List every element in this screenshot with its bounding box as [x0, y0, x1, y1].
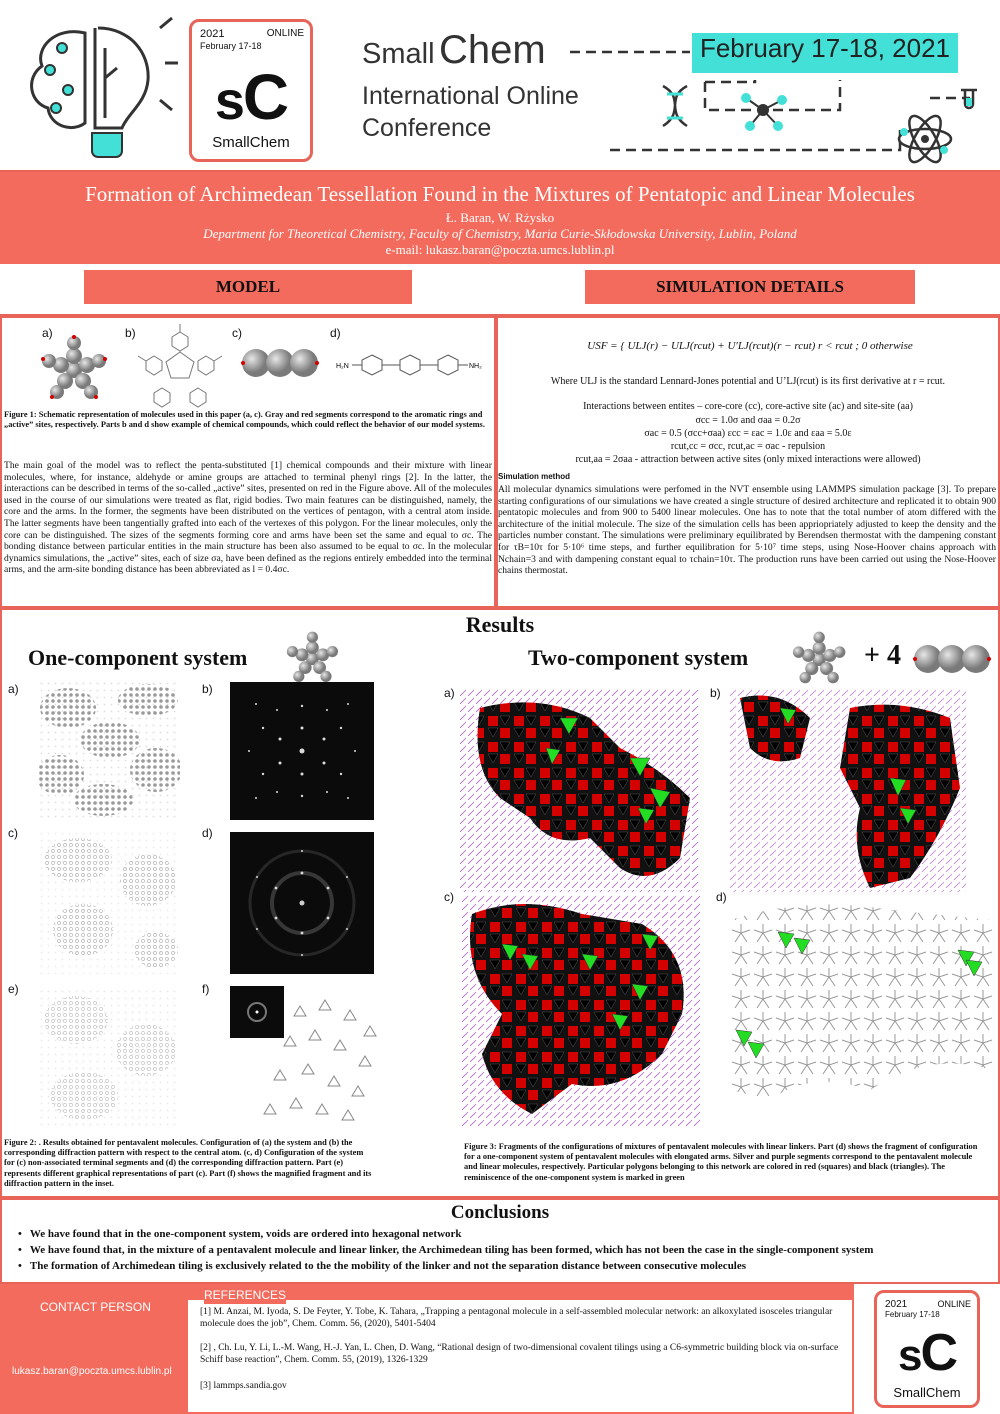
test-tube-icon: [955, 86, 985, 112]
reference-3: [3] lammps.sandia.gov: [200, 1381, 287, 1391]
model-label-c: c): [232, 326, 242, 340]
model-label-a: a): [42, 326, 53, 340]
one-label-d: d): [202, 826, 213, 840]
date-box: February 17-18, 2021: [692, 33, 958, 73]
conclusions-list: [18, 1228, 988, 1276]
two-label-c: c): [444, 890, 454, 904]
logo-year: 2021: [200, 28, 225, 40]
authors: Ł. Baran, W. Rżysko: [445, 210, 555, 225]
pentatopic-molecule-model: [36, 334, 112, 404]
dna-icon: [655, 82, 695, 130]
results-heading: Results: [465, 612, 535, 637]
footer: [0, 1284, 1000, 1414]
linear-compound-structure: [332, 350, 492, 380]
two-label-b: b): [710, 686, 721, 700]
one-component-title: One-component system: [28, 645, 248, 670]
molecule-icon: [738, 88, 788, 132]
conference-title: Small Chem: [362, 28, 546, 72]
logo-dates: February 17-18: [200, 41, 262, 51]
model-heading: MODEL: [84, 270, 412, 304]
usf-explanation: Where ULJ is the standard Lennard-Jones potential and U’LJ(rcut) is its first derivative at r = rcut.: [550, 376, 946, 387]
conference-line3: Conference: [362, 114, 492, 142]
model-label-b: b): [125, 326, 136, 340]
interactions-intro: Interactions between entites – core-core (cc), core-active site (ac) and site-site (aa): [583, 401, 913, 412]
pentatopic-icon-two: [788, 630, 852, 688]
usf-equation: USF = { ULJ(r) − ULJ(rcut) + U′LJ(rcut)(r − rcut) r < rcut ; 0 otherwise: [587, 340, 913, 352]
logo-sub: SmallChem: [212, 134, 290, 151]
atom-icon: [896, 110, 954, 168]
magnified-fragment-f: [230, 986, 390, 1128]
brain-bulb-icon: [10, 8, 180, 168]
model-body: The main goal of the model was to reflect the penta-substituted [1] chemical compounds and their mixture with linear molecules, where, for instance, aldehyde or amine groups are attached to terminal phenyl rings [2]. In the latter, the interactions can be described in terms of the so-called „active” sites, presented on red in the Figure above. All of the molecules used in the course of our simulations were treated as flat, rigid bodies. Two main features can be distinguished, namely, the core and the arms. In the former, the segments have been distributed on the vertices of pentagon, with a central atom inside. The latter segments have been tangentially grafted into each of the vertexes of this polygon. For the linear molecules, only the core can be distinguished. The sizes of the segments forming core and arms have been set the same and equal to σc. The bonding distance between particular entities in the main structure has been also assumed to be equal to σc. In the molecular dynamics simulations, the „active” sites, each of size σa, have been defined as the regions entirely embedded into the terminal arms, and the arm-site bonding distance has been abbreviated as l = 0.4σc.: [4, 460, 492, 576]
title-banner: [0, 172, 1000, 264]
logo-online: ONLINE: [266, 28, 304, 39]
elongated-arms-config-d: [730, 900, 992, 1126]
svg-text:NH₂: NH₂: [469, 363, 482, 370]
author-email: e-mail: lukasz.baran@poczta.umcs.lublin.pl: [385, 242, 615, 257]
two-label-a: a): [444, 686, 455, 700]
references-label: REFERENCES: [204, 1288, 287, 1302]
interactions-sigma: σcc = 1.0σ and σaa = 0.2σ: [695, 415, 801, 426]
contact-email[interactable]: lukasz.baran@poczta.umcs.lublin.pl: [12, 1366, 172, 1377]
one-component-config-c: [38, 830, 180, 974]
figure2-caption: Figure 2: . Results obtained for pentavalent molecules. Configuration of (a) the system and (b) the corresponding diffraction pattern with respect to the central atom. (c, d) Configuration of the system for (c) non-associated terminal segments and (d) the corresponding diffraction pattern. Part (e) represents different graphical representations of part (c). Part (f) shows the magnified fragment and its diffraction pattern in the inset.: [4, 1138, 372, 1188]
poster-title: Formation of Archimedean Tessellation Found in the Mixtures of Pentatopic and Linear Molecules: [85, 182, 915, 206]
footer-logo-sc: sC: [897, 1324, 957, 1382]
svg-text:H₂N: H₂N: [336, 363, 349, 370]
footer-smallchem-logo: 2021 ONLINE February 17-18 sC SmallChem: [874, 1290, 980, 1408]
conference-line2: International Online: [362, 82, 579, 110]
method-label: Simulation method: [498, 472, 570, 481]
linear-molecule-model: [240, 346, 320, 380]
sim-heading: SIMULATION DETAILS: [585, 270, 915, 304]
diffraction-pattern-d: [230, 832, 374, 974]
conclusions-heading: Conclusions: [450, 1202, 550, 1223]
conclusion-item: • We have found that, in the mixture of a pentavalent molecule and linear linker, the Archimedean tiling has been formed, which has not been the case in the single-component system: [18, 1244, 988, 1256]
reference-2: [2] , Ch. Lu, Y. Li, L.-M. Wang, H.-J. Yan, L. Chen, D. Wang, “Rational design of two-dimensional covalent tilings using a C6-symmetric building block via on-surface Schiff base reaction”, Chem. Comm. 55, (2019), 1326-1329: [200, 1343, 839, 1365]
two-component-title: Two-component system: [528, 645, 749, 670]
one-label-b: b): [202, 682, 213, 696]
two-label-d: d): [716, 890, 727, 904]
two-component-config-c: [462, 894, 700, 1126]
reference-1: [1] M. Anzai, M. Iyoda, S. De Feyter, Y. Tobe, K. Tahara, „Trapping a pentagonal molecule in a self-assembled molecular network: an alkoxylated isosceles triangular molecule does the job”, Chem. Comm. 56, (2020), 5401-5404: [200, 1307, 833, 1329]
figure3-caption: Figure 3: Fragments of the configurations of mixtures of pentavalent molecules with linear linkers. Part (d) shows the fragment of configuration for a one-component system of pentavalent molecules with elongated arms. Silver and purple segments correspond to the pentavalent molecule and linear molecules, respectively. Particular polygons belonging to this network are colored in red (squares) and black (triangles). The reminiscence of the one-component system is marked in green: [464, 1142, 978, 1182]
pentatopic-compound-structure: [134, 322, 226, 408]
model-label-d: d): [330, 326, 341, 340]
conclusion-item: • The formation of Archimedean tiling is exclusively related to the the mobility of the linker and not the separation distance between consecutive molecules: [18, 1260, 988, 1272]
figure1-caption: Figure 1: Schematic representation of molecules used in this paper (a, c). Gray and red segments correspond to the aromatic rings and „active” sites, respectively. Parts b and d show example of chemical compounds, which could reflect the behavior of our model systems.: [4, 410, 485, 430]
logo-sc: sC: [214, 61, 288, 133]
one-label-e: e): [8, 982, 19, 996]
pentatopic-icon-one: [282, 630, 342, 688]
two-component-config-a: [460, 688, 700, 892]
plus-four: + 4: [864, 640, 901, 671]
one-label-f: f): [202, 982, 210, 996]
conclusion-item: • We have found that in the one-component system, voids are ordered into hexagonal network: [18, 1228, 988, 1240]
one-label-a: a): [8, 682, 19, 696]
interactions-repulsion: rcut,cc = σcc, rcut,ac = σac - repulsion: [670, 441, 826, 452]
two-component-config-b: [730, 688, 966, 892]
interactions-epsilon: σac = 0.5 (σcc+σaa) εcc = εac = 1.0ε and εaa = 5.0ε: [644, 428, 852, 439]
diffraction-pattern-b: [230, 682, 374, 820]
poster-header: [0, 0, 1000, 172]
interactions-attraction: rcut,aa = 2σaa - attraction between active sites (only mixed interactions were allowed): [575, 454, 921, 465]
contact-label: CONTACT PERSON: [40, 1300, 151, 1314]
method-body: All molecular dynamics simulations were perfomed in the NVT ensemble using LAMMPS simulation package [3]. To prepare starting configurations of our simulations we have created a single structure of desired architecture and replicated it to obtain 900 pentatopic molecules and from 900 to 5400 linear molecules. One has to note that the total number of atom differed with the architecture of the initial molecule. The size of the simulation cells has been appriopriately adjusted to keep the density and the particles number constant. The simulations were preliminary equilibrated by Berendsen thermostat with the dampening constant for τB=10τ for 5·10⁶ time steps, and further equilibration for 5·10⁷ time steps, using Nose-Hoover chains approach with Nchain=3 and with dampening constant equal to τchain=10τ. The production runs have been carried out using the Nose-Hoover chains thermostat.: [498, 484, 996, 577]
one-component-config-a: [38, 680, 180, 820]
affiliation: Department for Theoretical Chemistry, Faculty of Chemistry, Maria Curie-Skłodowska University, Lublin, Poland: [203, 226, 797, 241]
linear-icon: [912, 642, 992, 676]
one-label-c: c): [8, 826, 18, 840]
one-component-config-e: [38, 988, 180, 1128]
smallchem-logo: [189, 19, 313, 162]
